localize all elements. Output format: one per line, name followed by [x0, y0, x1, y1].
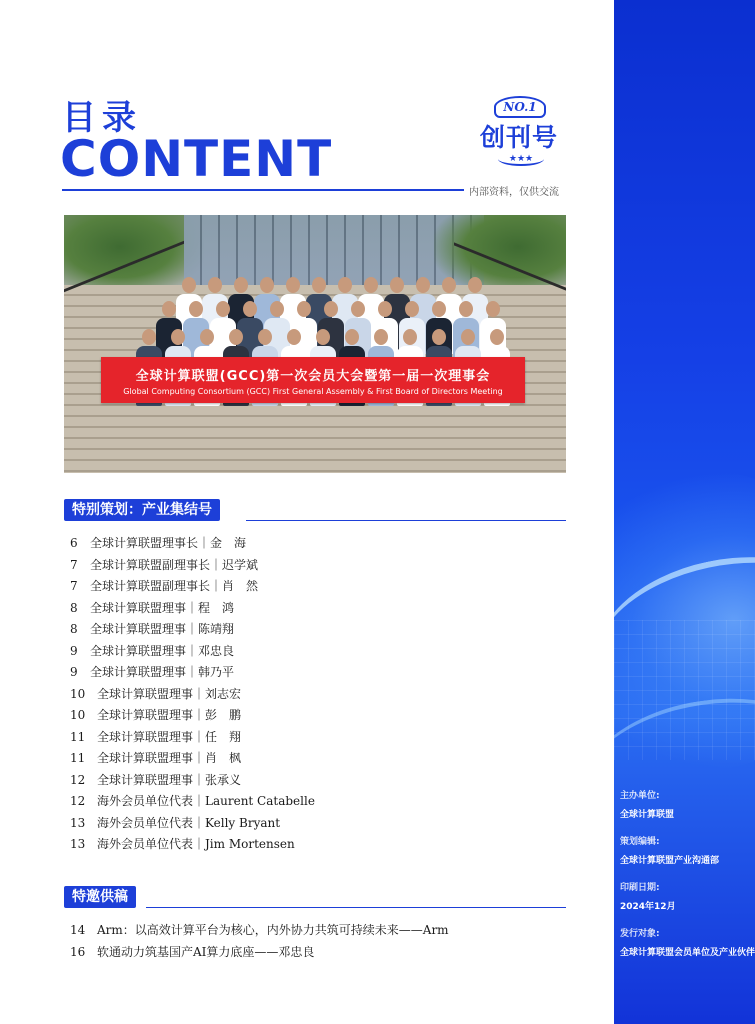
toc-entry[interactable]	[70, 662, 234, 684]
toc-page-number: 8	[70, 600, 78, 615]
group-photo	[64, 215, 566, 473]
toc-entry-title: 海外会员单位代表｜Kelly Bryant	[97, 815, 281, 830]
toc-entry[interactable]	[70, 748, 241, 770]
toc-page-number: 6	[70, 536, 78, 550]
toc-page-number: 13	[70, 815, 86, 830]
header-divider	[62, 189, 464, 191]
toc-entry-title: 全球计算联盟理事｜陈靖翔	[90, 622, 235, 636]
banner-subtitle: Global Computing Consortium (GCC) First General Assembly & First Board of Directors Meeting	[123, 387, 503, 396]
toc-entry[interactable]	[70, 555, 258, 577]
toc-entry-title: 全球计算联盟理事｜程 鸿	[90, 600, 235, 615]
toc-page-number: 14	[70, 923, 86, 937]
toc-page-number: 9	[70, 665, 78, 679]
toc-entry-title: 海外会员单位代表｜Jim Mortensen	[97, 837, 295, 851]
toc-entry[interactable]	[70, 598, 234, 620]
toc-page-number: 12	[70, 772, 86, 787]
toc-entry[interactable]	[70, 813, 280, 835]
toc-entry-title: 全球计算联盟理事｜张承义	[97, 772, 242, 787]
toc-entry-title: 软通动力筑基国产AI算力底座——邓忠良	[97, 944, 315, 959]
section-invited-title: 特邀供稿	[64, 886, 136, 908]
toc-entry[interactable]	[70, 619, 234, 641]
banner-title: 全球计算联盟(GCC)第一次会员大会暨第一届一次理事会	[135, 369, 491, 384]
toc-entry[interactable]	[70, 920, 449, 942]
blue-sidebar	[614, 0, 755, 1024]
toc-entry[interactable]	[70, 641, 234, 663]
toc-entry-title: 全球计算联盟理事｜任 翔	[97, 729, 242, 744]
print-date-label: 印刷日期:	[620, 883, 660, 893]
host-label: 主办单位:	[620, 791, 660, 801]
editor-info	[620, 834, 719, 866]
host-value: 全球计算联盟	[620, 810, 675, 820]
toc-entry-title: 全球计算联盟理事长｜金 海	[90, 536, 247, 550]
toc-entry-title: 全球计算联盟理事｜邓忠良	[90, 643, 235, 658]
toc-entry-title: 全球计算联盟副理事长｜肖 然	[90, 579, 259, 593]
print-date-info	[620, 880, 676, 912]
toc-entry[interactable]	[70, 791, 315, 813]
toc-entry-title: 全球计算联盟副理事长｜迟学斌	[90, 557, 259, 572]
toc-entry-title: 全球计算联盟理事｜刘志宏	[97, 686, 242, 701]
issue-label: 创刊号	[480, 123, 559, 152]
meeting-banner	[101, 357, 525, 403]
toc-page-number: 9	[70, 643, 78, 658]
audience-value: 全球计算联盟会员单位及产业伙伴	[620, 948, 755, 958]
section-divider	[246, 520, 566, 521]
toc-page-number: 10	[70, 708, 86, 722]
toc-page-number: 12	[70, 794, 86, 808]
toc-entry-title: Arm：以高效计算平台为核心，内外协力共筑可持续未来——Arm	[97, 923, 449, 937]
editor-label: 策划编辑:	[620, 837, 660, 847]
toc-entry[interactable]	[70, 533, 246, 555]
toc-entry-title: 海外会员单位代表｜Laurent Catabelle	[97, 794, 315, 808]
toc-page-number: 8	[70, 622, 78, 636]
toc-entry[interactable]	[70, 770, 241, 792]
editor-value: 全球计算联盟产业沟通部	[620, 856, 720, 866]
section-special-feature-title: 特别策划：产业集结号	[64, 499, 220, 521]
page-title-cn: 目录	[62, 98, 142, 138]
toc-entry-title: 全球计算联盟理事｜韩乃平	[90, 665, 235, 679]
issue-number: NO.1	[494, 96, 546, 118]
page-title-en: CONTENT	[60, 130, 333, 188]
audience-info	[620, 926, 755, 958]
host-info	[620, 788, 674, 820]
toc-page-number: 11	[70, 729, 86, 744]
inaugural-issue-stamp	[474, 92, 564, 174]
toc-entry[interactable]	[70, 942, 314, 964]
audience-label: 发行对象:	[620, 929, 660, 939]
toc-entry-title: 全球计算联盟理事｜彭 鹏	[97, 708, 242, 722]
toc-page-number: 7	[70, 557, 78, 572]
section-divider	[146, 907, 566, 908]
toc-page-number: 7	[70, 579, 78, 593]
toc-page-number: 13	[70, 837, 86, 851]
internal-note: 内部资料，仅供交流	[469, 187, 559, 198]
toc-entry[interactable]	[70, 727, 241, 749]
toc-entry-title: 全球计算联盟理事｜肖 枫	[97, 751, 242, 765]
toc-entry[interactable]	[70, 684, 241, 706]
toc-page-number: 16	[70, 944, 86, 959]
toc-page-number: 10	[70, 686, 86, 701]
toc-entry[interactable]	[70, 576, 258, 598]
stars-icon: ★★★	[498, 152, 544, 166]
toc-page-number: 11	[70, 751, 86, 765]
toc-entry[interactable]	[70, 705, 241, 727]
print-date-value: 2024年12月	[620, 902, 676, 912]
toc-entry[interactable]	[70, 834, 295, 856]
